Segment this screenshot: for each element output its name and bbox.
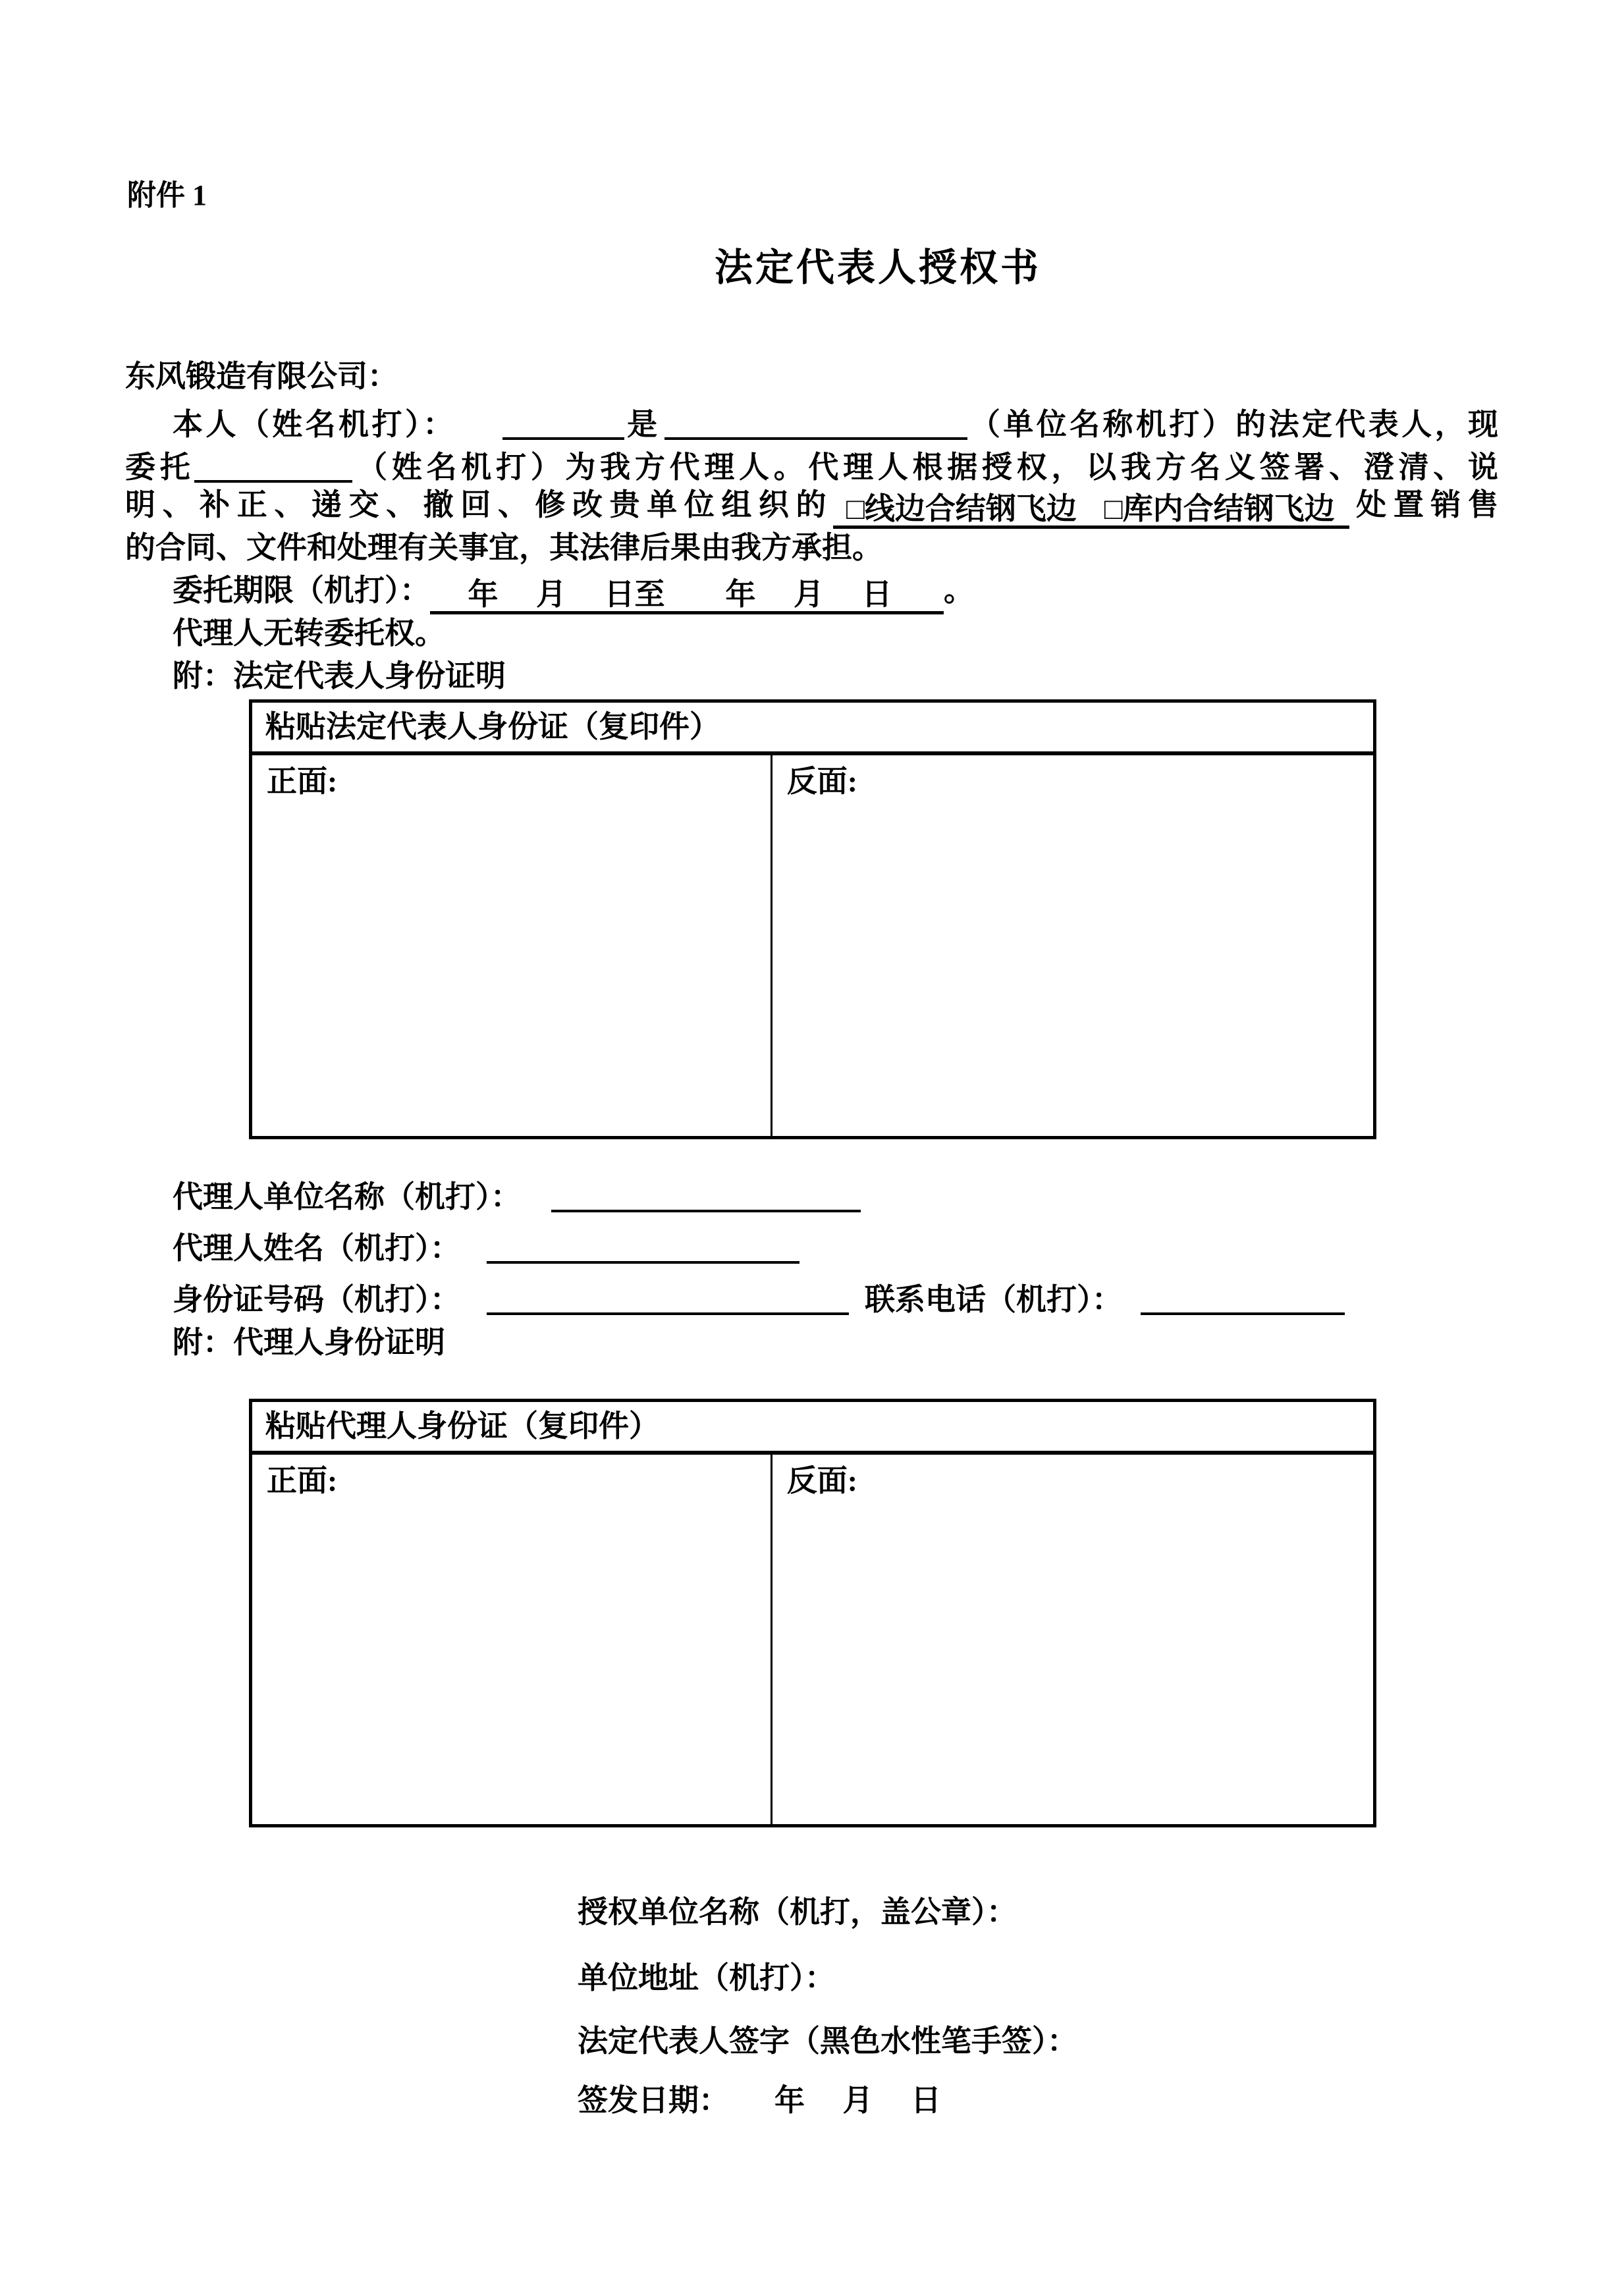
- checkbox-warehouse-label: 库内合结钢飞边: [1122, 492, 1335, 526]
- entrust-word: 委托: [125, 450, 195, 484]
- line1-tail: （单位名称机打）的法定代表人，现: [967, 408, 1499, 441]
- body-line-3: [125, 486, 1498, 525]
- agent-id-attachment-note: 附：代理人身份证明: [173, 1326, 445, 1359]
- issue-date-label: 签发日期：: [578, 2084, 714, 2117]
- salutation-line: 东风锻造有限公司：: [125, 360, 398, 393]
- line2-tail: （姓名机打）为我方代理人。代理人根据授权，以我方名义签署、澄清、说: [352, 450, 1499, 484]
- attachment-label: 附件 1: [127, 179, 207, 211]
- legal-rep-id-attachment-note: 附：法定代表人身份证明: [173, 659, 506, 693]
- entrust-period-blank: 年 月 日至 年 月 日: [430, 576, 944, 614]
- checkbox-line-edge-label: 线边合结钢飞边: [864, 492, 1077, 526]
- legal-rep-id-table-header: 粘贴法定代表人身份证（复印件）: [252, 703, 1373, 755]
- agent-company-blank: [551, 1178, 861, 1212]
- agent-name-blank: [194, 448, 352, 483]
- authorizing-org-line: 授权单位名称（机打，盖公章）：: [578, 1895, 1017, 1929]
- body-line-1: [125, 400, 1498, 444]
- no-subdelegate-line: 代理人无转委托权。: [173, 616, 445, 650]
- legal-rep-id-front-cell: 正面:: [252, 755, 772, 1136]
- line3-head: 明、补正、递交、撤回、修改贵单位组织的: [125, 488, 834, 522]
- body-line-2: [125, 443, 1498, 487]
- checkbox-warehouse-icon: □: [1104, 492, 1123, 526]
- line3-tail: 处置销售: [1349, 488, 1499, 522]
- options-underline: [833, 490, 1349, 529]
- legal-rep-id-back-cell: 反面:: [786, 765, 858, 798]
- agent-id-blank: [487, 1281, 849, 1315]
- legal-rep-id-table: [249, 699, 1376, 1139]
- agent-name-line: [173, 1224, 799, 1268]
- company-name-blank: [664, 406, 967, 440]
- agent-company-line: [173, 1173, 861, 1216]
- legal-rep-signature-line: 法定代表人签字（黑色水性笔手签）：: [578, 2024, 1077, 2058]
- issue-date-value: 年 月 日: [714, 2084, 941, 2117]
- agent-id-table-header: 粘贴代理人身份证（复印件）: [252, 1402, 1373, 1455]
- agent-id-phone-line: [173, 1276, 1345, 1319]
- org-address-line: 单位地址（机打）：: [578, 1961, 835, 1995]
- agent-id-table: [249, 1399, 1376, 1827]
- agent-name-label: 代理人姓名（机打）：: [173, 1231, 460, 1265]
- agent-company-label: 代理人单位名称（机打）：: [173, 1180, 521, 1214]
- body-line-4: 的合同、文件和处理有关事宜，其法律后果由我方承担。: [125, 531, 882, 564]
- checkbox-line-edge-icon: □: [846, 492, 865, 526]
- entrust-period-label: 委托期限（机打）：: [173, 574, 430, 607]
- agent-id-label: 身份证号码（机打）：: [173, 1283, 460, 1316]
- issue-date-line: [578, 2082, 941, 2120]
- agent-name-blank-2: [487, 1229, 799, 1264]
- declarant-name-blank: [502, 406, 624, 440]
- agent-phone-blank: [1141, 1281, 1345, 1315]
- declarant-label: 本人（姓名机打）：: [173, 408, 456, 441]
- is-word: 是: [624, 408, 661, 441]
- agent-id-front-cell: 正面:: [252, 1455, 772, 1824]
- entrust-period-end: 。: [944, 574, 974, 607]
- legal-rep-id-table-body: [252, 755, 1373, 1136]
- agent-id-table-body: [252, 1455, 1373, 1824]
- page-title: 法定代表人授权书: [714, 246, 1041, 289]
- agent-id-back-cell: 反面:: [786, 1464, 858, 1497]
- entrust-period-line: [173, 572, 974, 610]
- agent-phone-label: 联系电话（机打）：: [865, 1283, 1122, 1316]
